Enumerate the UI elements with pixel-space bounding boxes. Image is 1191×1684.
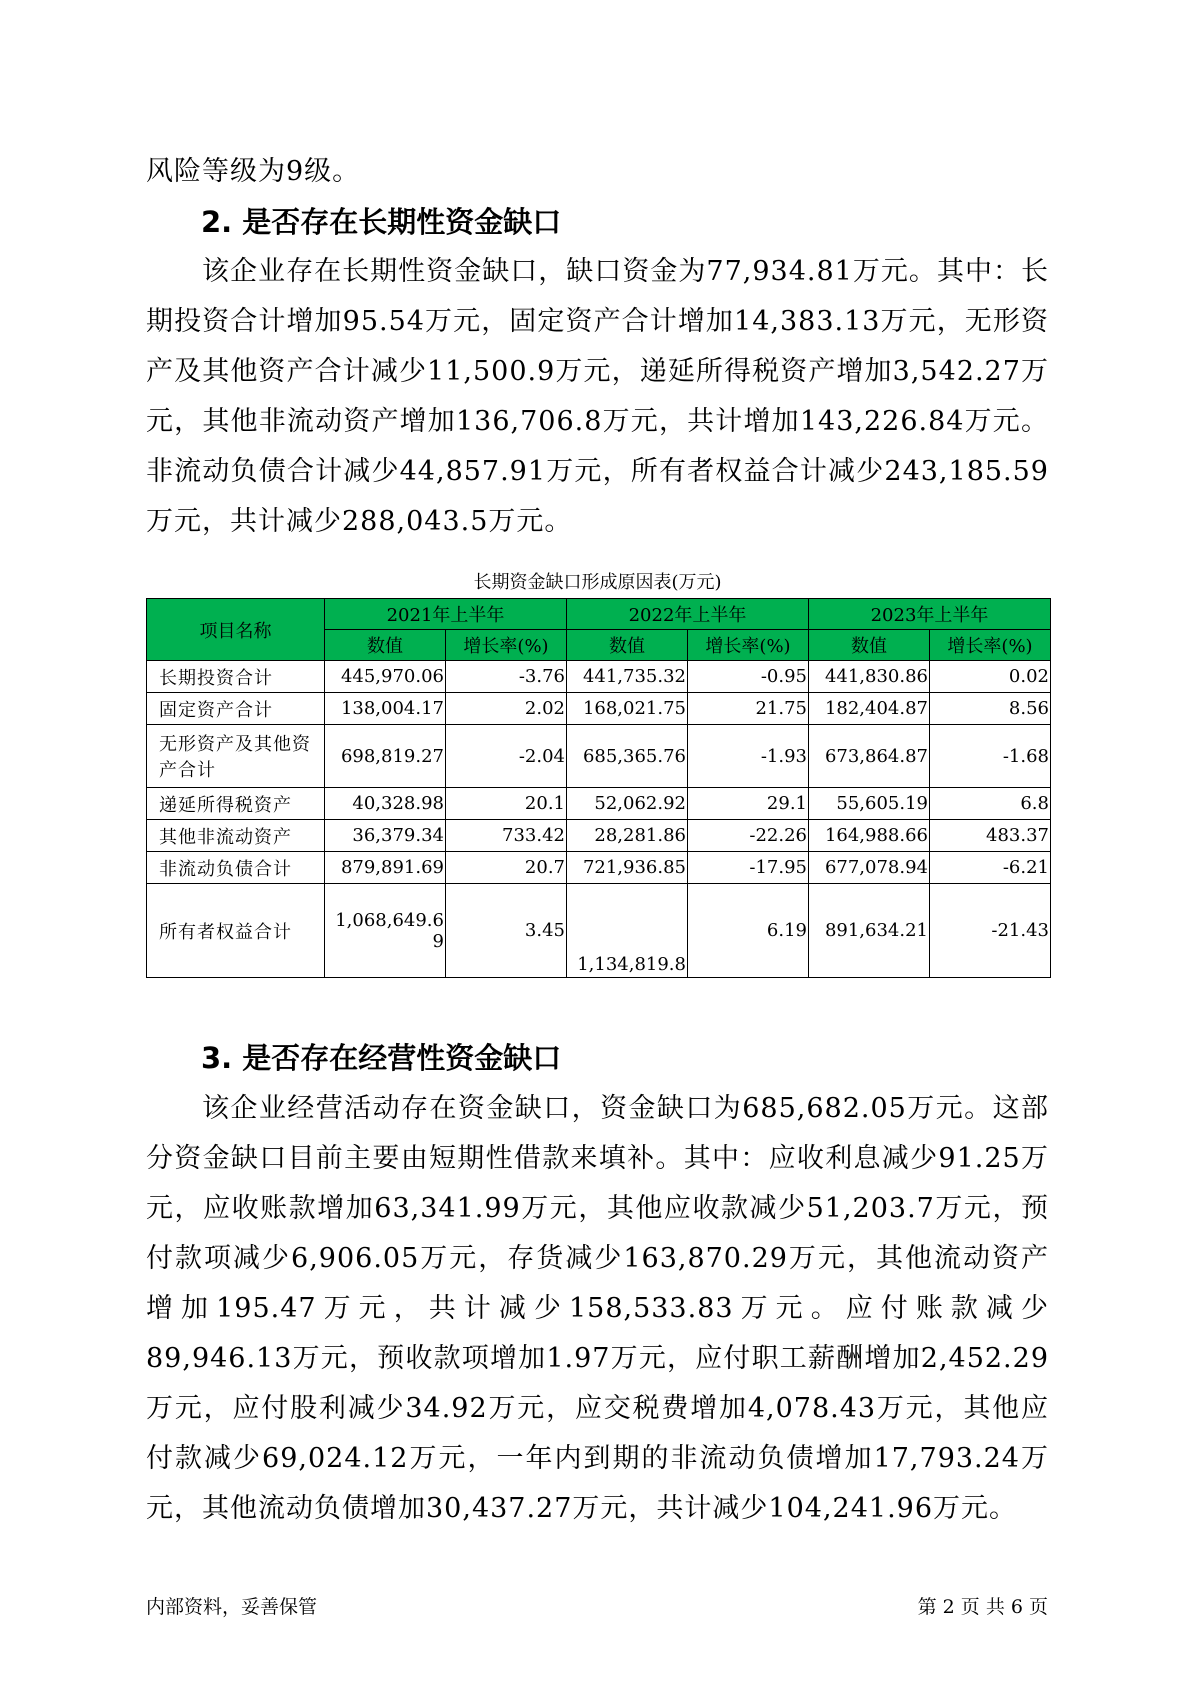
footer-page-number: 第 2 页 共 6 页 xyxy=(917,1596,1048,1618)
cell-growth: 20.7 xyxy=(446,852,567,884)
table-row xyxy=(147,852,1051,884)
cell-growth: -6.21 xyxy=(930,852,1051,884)
cell-value: 28,281.86 xyxy=(567,820,688,852)
cell-growth: 2.02 xyxy=(446,693,567,725)
header-value: 数值 xyxy=(809,630,930,661)
table-row xyxy=(147,788,1051,820)
header-period-2021: 2021年上半年 xyxy=(325,599,567,630)
cell-growth: -17.95 xyxy=(688,852,809,884)
table-row xyxy=(147,693,1051,725)
cell-value: 36,379.34 xyxy=(325,820,446,852)
cell-growth: -3.76 xyxy=(446,661,567,693)
cell-value: 891,634.21 xyxy=(809,884,930,978)
section2-body: 该企业存在长期性资金缺口，缺口资金为77,934.81万元。其中：长期投资合计增加95.54万元，固定资产合计增加14,383.13万元，无形资产及其他资产合计减少11,500.9万元，递延所得税资产增加3,542.27万元，其他非流动资产增加136,706.8万元，共计增加143,226.84万元。非流动负债合计减少44,857.91万元，所有者权益合计减少243,185.59万元，共计减少288,043.5万元。 xyxy=(146,256,1049,537)
cell-growth: 733.42 xyxy=(446,820,567,852)
long-term-gap-table xyxy=(146,598,1051,978)
cell-value: 673,864.87 xyxy=(809,725,930,788)
cell-growth: -21.43 xyxy=(930,884,1051,978)
cell-value: 677,078.94 xyxy=(809,852,930,884)
cell-value: 685,365.76 xyxy=(567,725,688,788)
cell-value: 182,404.87 xyxy=(809,693,930,725)
header-growth: 增长率(%) xyxy=(688,630,809,661)
cell-growth: 0.02 xyxy=(930,661,1051,693)
header-item-name: 项目名称 xyxy=(147,599,325,661)
cell-value: 1,068,649.69 xyxy=(325,884,446,978)
table-caption: 长期资金缺口形成原因表(万元) xyxy=(473,572,722,593)
cell-growth: -22.26 xyxy=(688,820,809,852)
cell-growth: -1.93 xyxy=(688,725,809,788)
row-name: 固定资产合计 xyxy=(147,693,325,725)
cell-value: 138,004.17 xyxy=(325,693,446,725)
row-name: 长期投资合计 xyxy=(147,661,325,693)
table-row xyxy=(147,884,1051,978)
cell-value: 698,819.27 xyxy=(325,725,446,788)
header-period-2022: 2022年上半年 xyxy=(567,599,809,630)
section2-heading: 2. 是否存在长期性资金缺口 xyxy=(201,205,562,239)
cell-value: 441,735.32 xyxy=(567,661,688,693)
header-growth: 增长率(%) xyxy=(446,630,567,661)
row-name: 非流动负债合计 xyxy=(147,852,325,884)
section3-heading: 3. 是否存在经营性资金缺口 xyxy=(201,1041,562,1075)
cell-growth: 483.37 xyxy=(930,820,1051,852)
cell-growth: 6.8 xyxy=(930,788,1051,820)
header-value: 数值 xyxy=(567,630,688,661)
cell-growth: 21.75 xyxy=(688,693,809,725)
section3-body: 该企业经营活动存在资金缺口，资金缺口为685,682.05万元。这部分资金缺口目前主要由短期性借款来填补。其中：应收利息减少91.25万元，应收账款增加63,341.99万元，其他应收款减少51,203.7万元，预付款项减少6,906.05万元，存货减少163,870.29万元，其他流动资产增加195.47万元，共计减少158,533.83万元。应付账款减少89,946.13万元，预收款项增加1.97万元，应付职工薪酬增加2,452.29万元，应付股利减少34.92万元，应交税费增加4,078.43万元，其他应付款减少69,024.12万元，一年内到期的非流动负债增加17,793.24万元，其他流动负债增加30,437.27万元，共计减少104,241.96万元。 xyxy=(146,1093,1049,1524)
table-row xyxy=(147,725,1051,788)
cell-value: 1,134,819.8 xyxy=(567,884,688,978)
header-period-2023: 2023年上半年 xyxy=(809,599,1051,630)
cell-value: 879,891.69 xyxy=(325,852,446,884)
cell-value: 721,936.85 xyxy=(567,852,688,884)
row-name: 无形资产及其他资产合计 xyxy=(147,725,325,788)
cell-value: 55,605.19 xyxy=(809,788,930,820)
row-name: 其他非流动资产 xyxy=(147,820,325,852)
cell-growth: 8.56 xyxy=(930,693,1051,725)
header-growth: 增长率(%) xyxy=(930,630,1051,661)
row-name: 递延所得税资产 xyxy=(147,788,325,820)
header-value: 数值 xyxy=(325,630,446,661)
cell-growth: -0.95 xyxy=(688,661,809,693)
cell-value: 40,328.98 xyxy=(325,788,446,820)
cell-growth: 6.19 xyxy=(688,884,809,978)
cell-value: 164,988.66 xyxy=(809,820,930,852)
paragraph-risk-level: 风险等级为9级。 xyxy=(146,156,361,187)
table-row xyxy=(147,820,1051,852)
cell-value: 441,830.86 xyxy=(809,661,930,693)
cell-growth: 3.45 xyxy=(446,884,567,978)
row-name: 所有者权益合计 xyxy=(147,884,325,978)
cell-growth: 29.1 xyxy=(688,788,809,820)
footer-confidential: 内部资料，妥善保管 xyxy=(146,1596,318,1618)
cell-growth: -1.68 xyxy=(930,725,1051,788)
cell-value: 168,021.75 xyxy=(567,693,688,725)
table-row xyxy=(147,661,1051,693)
cell-growth: -2.04 xyxy=(446,725,567,788)
cell-value: 52,062.92 xyxy=(567,788,688,820)
cell-growth: 20.1 xyxy=(446,788,567,820)
cell-value: 445,970.06 xyxy=(325,661,446,693)
